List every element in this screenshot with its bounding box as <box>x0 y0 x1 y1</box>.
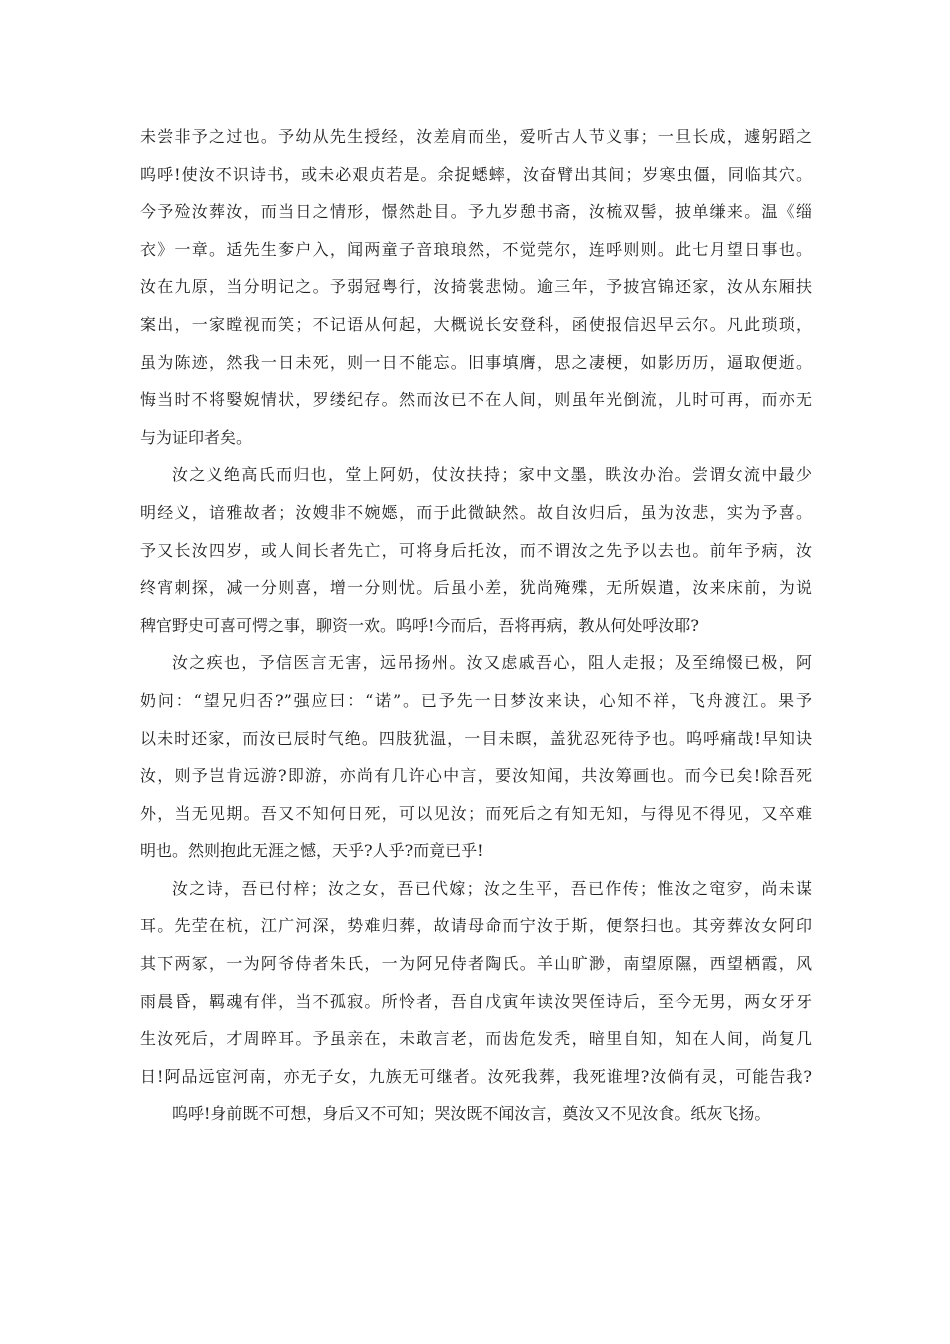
text-line: 与为证印者矣。 <box>140 427 253 447</box>
text-line: 今予殓汝葬汝，而当日之情形，憬然赴目。予九岁憩书斋，汝梳双髻，披单缣来。温《缁 <box>140 202 812 222</box>
text-line: 奶问：“望兄归否?”强应曰：“诺”。已予先一日梦汝来诀，心知不祥，飞舟渡江。果予 <box>140 690 812 710</box>
essay-body <box>140 118 812 1133</box>
text-line: 予又长汝四岁，或人间长者先亡，可将身后托汝，而不谓汝之先予以去也。前年予病，汝 <box>140 540 812 560</box>
text-line: 呜呼!使汝不识诗书，或未必艰贞若是。余捉蟋蟀，汝奋臂出其间；岁寒虫僵，同临其穴。 <box>140 164 812 184</box>
paragraph <box>140 456 812 644</box>
text-line: 明也。然则抱此无涯之憾，天乎?人乎?而竟已乎! <box>140 841 484 861</box>
text-line: 汝在九原，当分明记之。予弱冠粤行，汝掎裳悲恸。逾三年，予披宫锦还家，汝从东厢扶 <box>140 277 812 297</box>
text-line: 生汝死后，才周晬耳。予虽亲在，未敢言老，而齿危发秃，暗里自知，知在人间，尚复几 <box>140 1029 812 1049</box>
text-line: 汝之义绝高氏而归也，堂上阿奶，仗汝扶持；家中文墨，眣汝办治。尝谓女流中最少 <box>172 465 812 485</box>
text-line: 案出，一家瞠视而笑；不记语从何起，大概说长安登科，函使报信迟早云尔。凡此琐琐， <box>140 314 812 334</box>
text-line: 悔当时不将嫛婗情状，罗缕纪存。然而汝已不在人间，则虽年光倒流，儿时可再，而亦无 <box>140 390 812 410</box>
text-line: 终宵刺探，减一分则喜，增一分则忧。后虽小差，犹尚殗殜，无所娱遣，汝来床前，为说 <box>140 578 812 598</box>
text-line: 明经义，谙雅故者；汝嫂非不婉嫕，而于此微缺然。故自汝归后，虽为汝悲，实为予喜。 <box>140 502 812 522</box>
text-line: 外，当无见期。吾又不知何日死，可以见汝；而死后之有知无知，与得见不得见，又卒难 <box>140 803 812 823</box>
paragraph <box>140 870 812 1096</box>
text-line: 汝之诗，吾已付梓；汝之女，吾已代嫁；汝之生平，吾已作传；惟汝之窀穸，尚未谋 <box>172 878 812 898</box>
text-line: 其下两冢，一为阿爷侍者朱氏，一为阿兄侍者陶氏。羊山旷渺，南望原隰，西望栖霞，风 <box>140 954 812 974</box>
paragraph <box>140 644 812 870</box>
text-line: 雨晨昏，羁魂有伴，当不孤寂。所怜者，吾自戊寅年读汝哭侄诗后，至今无男，两女牙牙 <box>140 991 812 1011</box>
paragraph <box>140 1095 812 1133</box>
text-line: 汝，则予岂肯远游?即游，亦尚有几许心中言，要汝知闻，共汝筹画也。而今已矣!除吾死 <box>140 766 812 786</box>
text-line: 未尝非予之过也。予幼从先生授经，汝差肩而坐，爱听古人节义事；一旦长成，遽躬蹈之 <box>140 127 812 146</box>
text-line: 呜呼!身前既不可想，身后又不可知；哭汝既不闻汝言，奠汝又不见汝食。纸灰飞扬。 <box>172 1104 771 1124</box>
text-line: 稗官野史可喜可愕之事，聊资一欢。呜呼!今而后，吾将再病，教从何处呼汝耶? <box>140 615 700 635</box>
text-line: 虽为陈迹，然我一日未死，则一日不能忘。旧事填膺，思之凄梗，如影历历，逼取便逝。 <box>140 352 812 372</box>
text-line: 以未时还家，而汝已辰时气绝。四肢犹温，一目未瞑，盖犹忍死待予也。呜呼痛哉!早知诀 <box>140 728 812 748</box>
text-line: 日!阿品远宦河南，亦无子女，九族无可继者。汝死我葬，我死谁埋?汝倘有灵，可能告我? <box>140 1066 812 1086</box>
text-line: 汝之疾也，予信医言无害，远吊扬州。汝又虑戚吾心，阻人走报；及至绵惙已极，阿 <box>172 653 812 673</box>
text-line: 耳。先茔在杭，江广河深，势难归葬，故请母命而宁汝于斯，便祭扫也。其旁葬汝女阿印 <box>140 916 812 936</box>
paragraph <box>140 118 812 456</box>
text-line: 衣》一章。适先生奓户入，闻两童子音琅琅然，不觉莞尔，连呼则则。此七月望日事也。 <box>140 239 812 259</box>
